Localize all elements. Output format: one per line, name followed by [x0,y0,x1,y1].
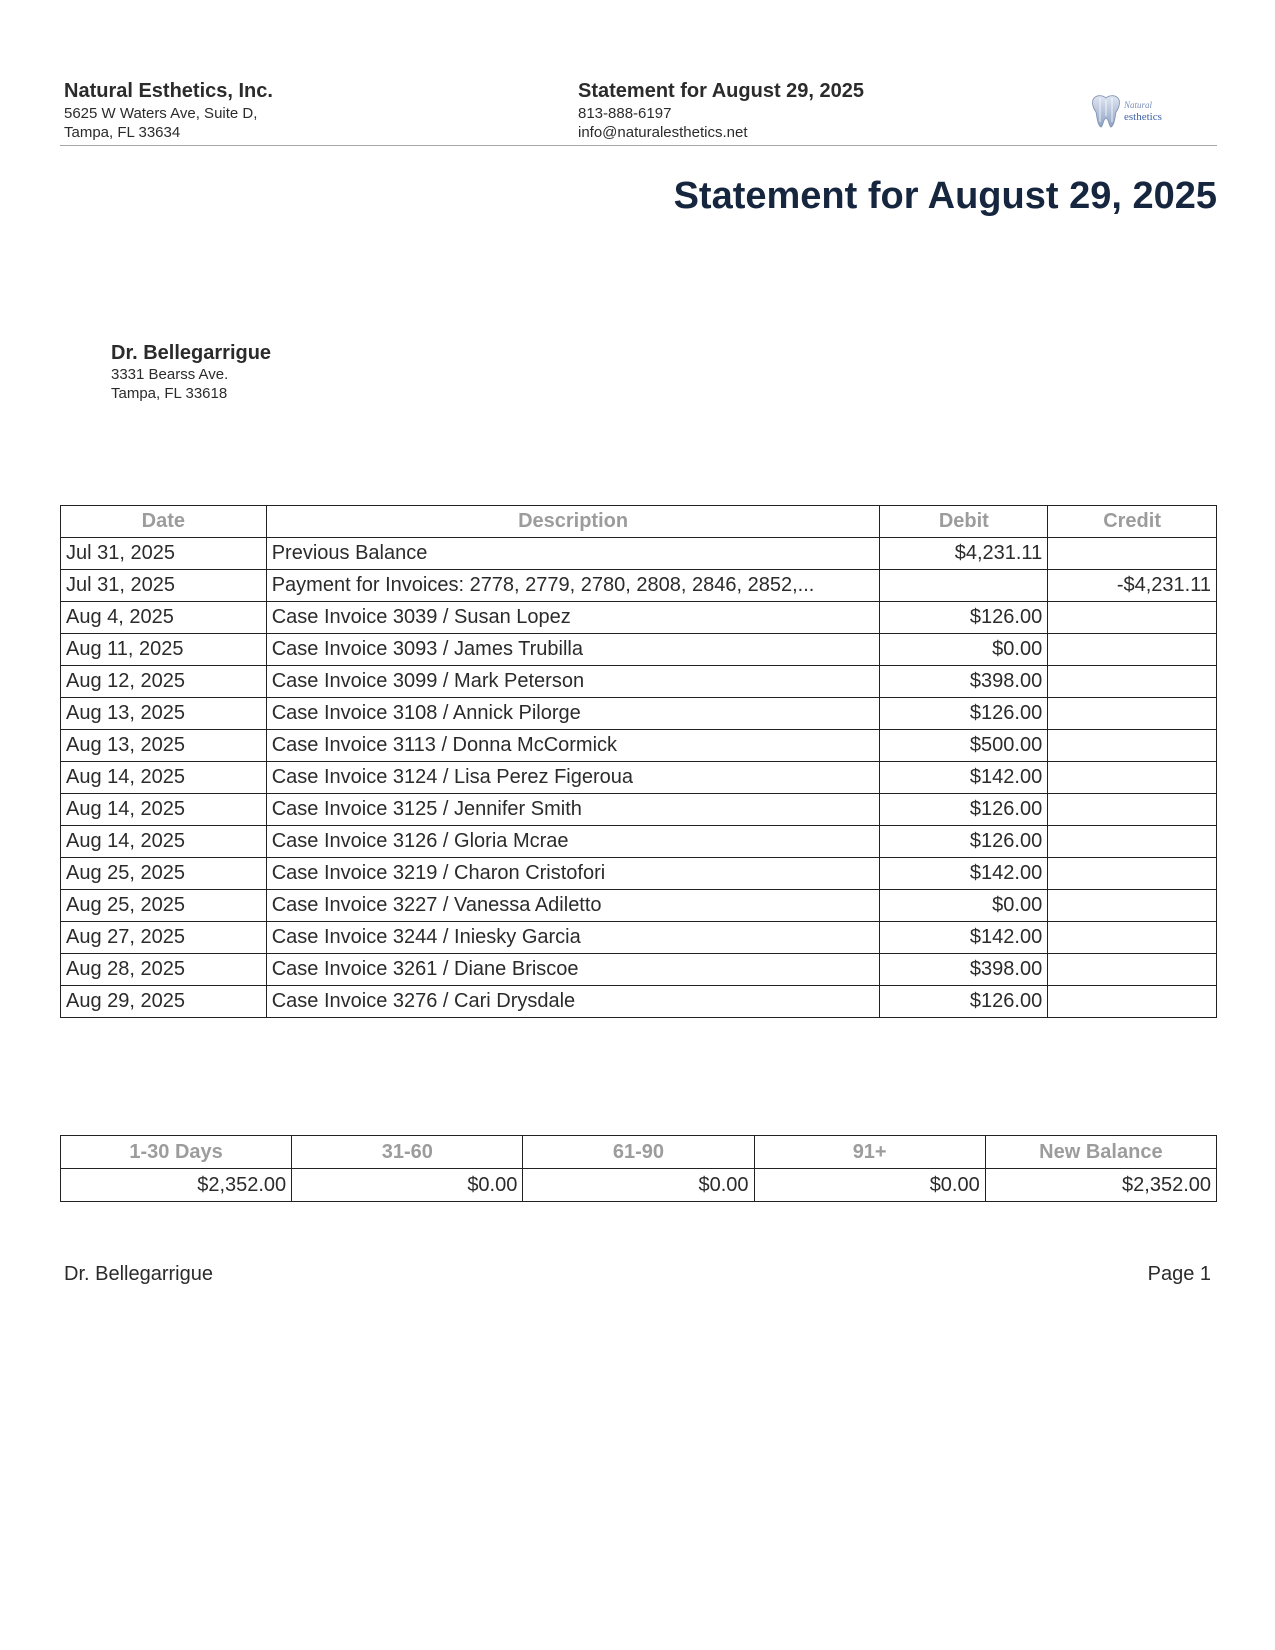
row-credit [1048,666,1217,698]
row-date: Aug 29, 2025 [61,986,267,1018]
row-description: Case Invoice 3125 / Jennifer Smith [266,794,880,826]
table-row [61,602,1217,634]
row-date: Jul 31, 2025 [61,538,267,570]
company-address-line1: 5625 W Waters Ave, Suite D, [64,105,258,122]
table-row [61,858,1217,890]
column-header-credit: Credit [1048,506,1217,538]
row-date: Aug 25, 2025 [61,858,267,890]
row-description: Case Invoice 3099 / Mark Peterson [266,666,880,698]
row-credit [1048,634,1217,666]
logo-text-bottom: esthetics [1124,111,1162,123]
row-credit [1048,794,1217,826]
row-credit [1048,762,1217,794]
company-email: info@naturalesthetics.net [578,124,748,141]
aging-header-1-30: 1-30 Days [61,1136,292,1169]
table-row [61,954,1217,986]
row-credit [1048,698,1217,730]
row-debit: $126.00 [880,826,1048,858]
row-credit [1048,602,1217,634]
row-credit [1048,826,1217,858]
row-description: Case Invoice 3126 / Gloria Mcrae [266,826,880,858]
row-debit: $142.00 [880,922,1048,954]
row-date: Aug 28, 2025 [61,954,267,986]
company-phone: 813-888-6197 [578,105,672,122]
row-debit: $126.00 [880,602,1048,634]
column-header-date: Date [61,506,267,538]
row-description: Case Invoice 3039 / Susan Lopez [266,602,880,634]
row-date: Aug 13, 2025 [61,730,267,762]
table-row [61,570,1217,602]
row-date: Aug 14, 2025 [61,826,267,858]
row-debit: $126.00 [880,986,1048,1018]
aging-value-91-plus: $0.00 [754,1169,985,1202]
row-date: Aug 4, 2025 [61,602,267,634]
page-title: Statement for August 29, 2025 [673,175,1217,217]
row-description: Case Invoice 3244 / Iniesky Garcia [266,922,880,954]
aging-header-31-60: 31-60 [292,1136,523,1169]
row-credit [1048,954,1217,986]
row-debit: $4,231.11 [880,538,1048,570]
table-row [61,538,1217,570]
table-row [61,730,1217,762]
table-row [61,922,1217,954]
aging-header-91-plus: 91+ [754,1136,985,1169]
row-date: Jul 31, 2025 [61,570,267,602]
row-description: Case Invoice 3108 / Annick Pilorge [266,698,880,730]
row-description: Case Invoice 3261 / Diane Briscoe [266,954,880,986]
table-row [61,698,1217,730]
row-credit: -$4,231.11 [1048,570,1217,602]
table-row [61,634,1217,666]
table-row [61,986,1217,1018]
row-debit: $126.00 [880,698,1048,730]
aging-value-31-60: $0.00 [292,1169,523,1202]
row-credit [1048,890,1217,922]
aging-values-row [61,1169,1217,1202]
company-name: Natural Esthetics, Inc. [64,80,273,102]
row-description: Case Invoice 3276 / Cari Drysdale [266,986,880,1018]
transactions-table [60,505,1217,1018]
aging-value-1-30: $2,352.00 [61,1169,292,1202]
aging-header-new-balance: New Balance [985,1136,1216,1169]
row-credit [1048,730,1217,762]
row-debit [880,570,1048,602]
column-header-debit: Debit [880,506,1048,538]
table-row [61,762,1217,794]
row-credit [1048,922,1217,954]
row-description: Previous Balance [266,538,880,570]
row-debit: $0.00 [880,890,1048,922]
row-debit: $398.00 [880,666,1048,698]
table-row [61,794,1217,826]
row-date: Aug 14, 2025 [61,794,267,826]
row-debit: $142.00 [880,762,1048,794]
row-description: Case Invoice 3113 / Donna McCormick [266,730,880,762]
customer-name: Dr. Bellegarrigue [111,342,272,364]
logo-text-top: Natural [1124,100,1153,110]
row-description: Case Invoice 3219 / Charon Cristofori [266,858,880,890]
row-date: Aug 12, 2025 [61,666,267,698]
row-credit [1048,858,1217,890]
table-header-row [61,506,1217,538]
tooth-logo-icon [1088,92,1172,132]
row-description: Case Invoice 3093 / James Trubilla [266,634,880,666]
aging-value-61-90: $0.00 [523,1169,754,1202]
aging-header-row [61,1136,1217,1169]
header-divider [60,145,1217,146]
table-row [61,890,1217,922]
row-date: Aug 14, 2025 [61,762,267,794]
customer-address-line1: 3331 Bearss Ave. [111,366,229,383]
row-date: Aug 13, 2025 [61,698,267,730]
customer-address-line2: Tampa, FL 33618 [111,385,228,402]
aging-header-61-90: 61-90 [523,1136,754,1169]
row-debit: $0.00 [880,634,1048,666]
row-debit: $126.00 [880,794,1048,826]
table-row [61,666,1217,698]
column-header-description: Description [266,506,880,538]
aging-value-new-balance: $2,352.00 [985,1169,1216,1202]
row-debit: $500.00 [880,730,1048,762]
footer-customer-name: Dr. Bellegarrigue [64,1263,213,1285]
row-date: Aug 25, 2025 [61,890,267,922]
table-row [61,826,1217,858]
company-address-line2: Tampa, FL 33634 [64,124,181,141]
row-debit: $398.00 [880,954,1048,986]
row-date: Aug 27, 2025 [61,922,267,954]
footer-page-number: Page 1 [1147,1263,1211,1285]
row-description: Case Invoice 3227 / Vanessa Adiletto [266,890,880,922]
row-credit [1048,986,1217,1018]
row-date: Aug 11, 2025 [61,634,267,666]
row-debit: $142.00 [880,858,1048,890]
row-credit [1048,538,1217,570]
row-description: Case Invoice 3124 / Lisa Perez Figeroua [266,762,880,794]
statement-header-title: Statement for August 29, 2025 [578,80,865,102]
company-logo [1088,92,1172,132]
aging-summary-table [60,1135,1217,1202]
row-description: Payment for Invoices: 2778, 2779, 2780, 2808, 2846, 2852,... [266,570,880,602]
